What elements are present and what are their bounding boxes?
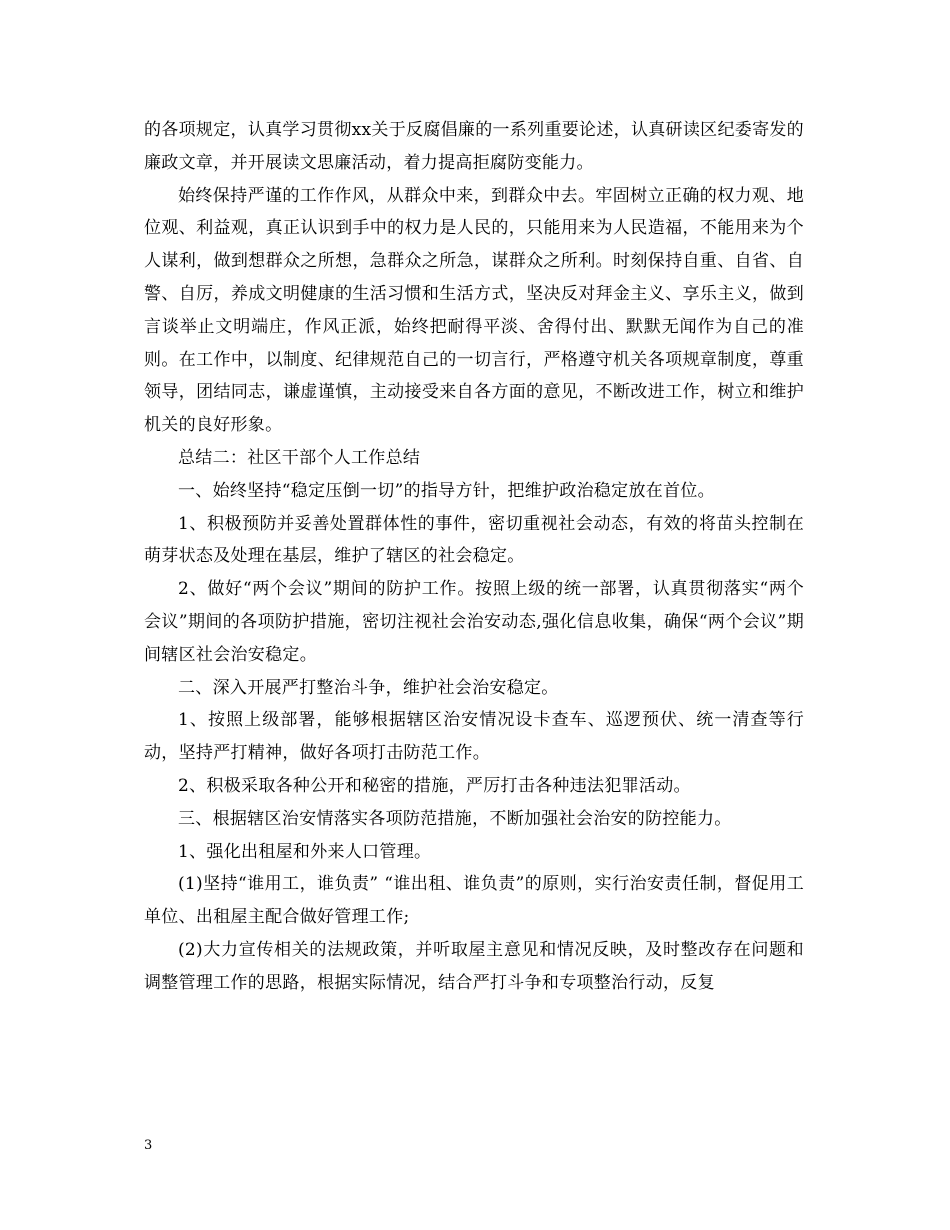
paragraph [144, 508, 804, 574]
paragraph [144, 868, 804, 934]
text-line: 保持自重、自省、自警、自厉，养成文明健康的生活习惯和生活方式，坚决反对 [144, 251, 804, 304]
text-line: 自各方面的意见，不断改进工作，树立和维护机关的良好形象。 [144, 382, 805, 436]
text-line: 制在萌芽状态及处理在基层，维护了辖区的社会稳定。 [144, 513, 804, 567]
text-line: 得付出、默默无闻作为自己的准则。在工作中，以制度、纪律规范自己的一切言 [144, 316, 804, 370]
text-line: 行，严格遵守机关各项规章制度，尊重领导，团结同志，谦虚谨慎，主动接受来 [144, 349, 804, 403]
paragraph [144, 934, 804, 1000]
page-number: 3 [144, 1138, 153, 1153]
text-line: 观、地位观、利益观，真正认识到手中的权力是人民的，只能用来为人民造福， [144, 185, 804, 239]
text-line: 1、按照上级部署，能够根据辖区治安情况设卡查车、巡逻预伏、统一清查等 [178, 710, 787, 731]
text-line: 始终保持严谨的工作作风，从群众中来，到群众中去。牢固树立正确的权力 [178, 185, 752, 206]
text-line: 的各项规定，认真学习贯彻xx关于反腐倡廉的一系列重要论述，认真研读区纪委 [144, 120, 753, 140]
text-line: 2、做好“两个会议”期间的防护工作。按照上级的统一部署，认真贯彻落实 [178, 579, 760, 600]
paragraph [144, 114, 804, 180]
text-line: 题和调整管理工作的思路，根据实际情况，结合严打斗争和专项整治行动，反复 [144, 939, 804, 993]
paragraph [144, 704, 804, 770]
text-line: 1、积极预防并妥善处置群体性的事件，密切重视社会动态，有效的将苗头控 [178, 513, 770, 534]
text-line: 拜金主义、享乐主义，做到言谈举止文明端庄，作风正派，始终把耐得平淡、舍 [144, 283, 804, 337]
text-line: 寄发的廉政文章，并开展读文思廉活动，着力提高拒腐防变能力。 [144, 120, 804, 173]
text-line: 三、根据辖区治安情落实各项防范措施，不断加强社会治安的防控能力。 [178, 808, 732, 829]
text-line: “两个会议”期间辖区社会治安稳定。 [144, 611, 805, 665]
paragraph [144, 836, 804, 869]
text-line: 总结二：社区干部个人工作总结 [178, 447, 421, 468]
paragraph [144, 442, 804, 475]
text-line: “两个会议”期间的各项防护措施，密切注视社会治安动态,强化信息收集，确保 [144, 579, 804, 632]
document-body [144, 114, 804, 1000]
text-line: 一、始终坚持“稳定压倒一切”的指导方针，把维护政治稳定放在首位。 [178, 480, 715, 501]
text-line: 督促用工单位、出租屋主配合做好管理工作; [144, 874, 805, 928]
paragraph [144, 573, 804, 671]
paragraph [144, 672, 804, 705]
text-line: 1、强化出租屋和外来人口管理。 [178, 841, 432, 862]
paragraph [144, 180, 804, 442]
text-line: 不能用来为个人谋利，做到想群众之所想，急群众之所急，谋群众之所利。时刻 [144, 218, 804, 272]
paragraph [144, 770, 804, 803]
paragraph [144, 475, 804, 508]
paragraph [144, 803, 804, 836]
text-line: (1)坚持“谁用工，谁负责” “谁出租、谁负责”的原则，实行治安责任制， [178, 874, 735, 895]
text-line: 2、积极采取各种公开和秘密的措施，严厉打击各种违法犯罪活动。 [178, 775, 691, 796]
text-line: 行动，坚持严打精神，做好各项打击防范工作。 [144, 710, 804, 764]
text-line: (2)大力宣传相关的法规政策，并听取屋主意见和情况反映，及时整改存在问 [178, 939, 769, 960]
text-line: 二、深入开展严打整治斗争，维护社会治安稳定。 [178, 677, 559, 698]
